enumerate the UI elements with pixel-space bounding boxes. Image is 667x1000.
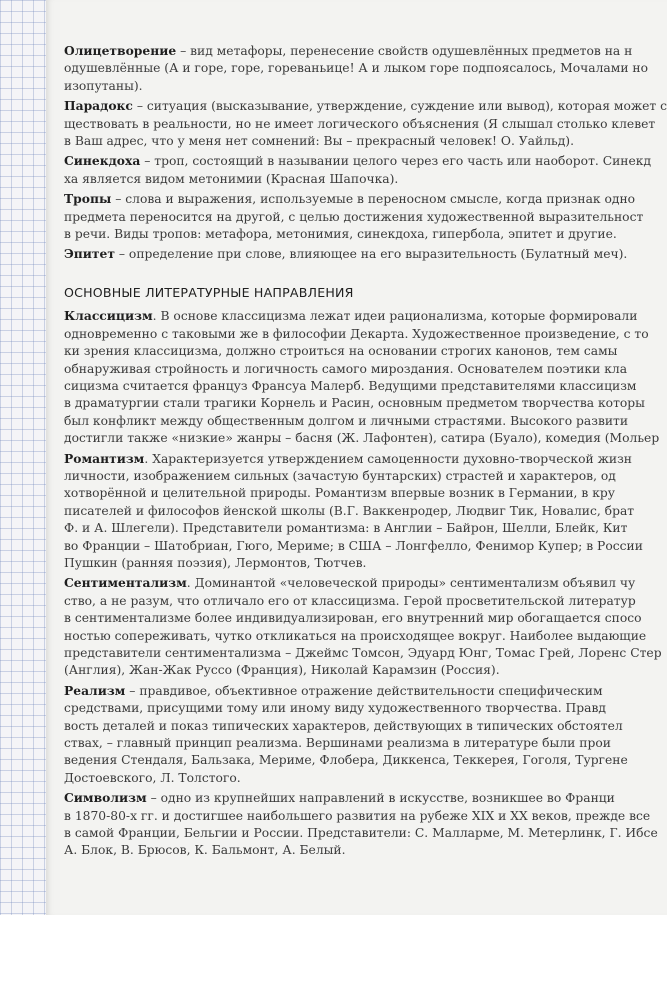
text-line <box>64 555 667 572</box>
direction-term: Романтизм <box>64 450 145 466</box>
text-line <box>64 245 667 263</box>
text-line <box>64 190 667 208</box>
text-line <box>64 628 667 645</box>
line-text: предмета переносится на другой, с целью достижения художественной выразительност <box>64 209 644 224</box>
text-line <box>64 538 667 555</box>
direction-entry <box>64 450 667 573</box>
line-text: сицизма считается француз Франсуа Малерб. Ведущими представителями классицизм <box>64 378 637 393</box>
text-line <box>64 770 667 787</box>
text-line <box>64 97 667 115</box>
text-line <box>64 133 667 150</box>
line-text: – определение при слове, влияющее на его выразительность (Булатный меч). <box>114 247 628 262</box>
text-line <box>64 700 667 717</box>
line-text: – одно из крупнейших направлений в искусстве, возникшее во Франци <box>146 791 615 806</box>
definition-term: Тропы <box>64 191 112 207</box>
text-line <box>64 307 667 325</box>
text-line <box>64 450 667 468</box>
line-text: – троп, состоящий в назывании целого через его часть или наоборот. Синекд <box>140 154 652 169</box>
line-text: Ф. и А. Шлегели). Представители романтизма: в Англии – Байрон, Шелли, Блейк, Кит <box>64 521 628 536</box>
directions-list <box>64 307 667 860</box>
line-text: писателей и философов йенской школы (В.Г. Ваккенродер, Людвиг Тик, Новалис, брат <box>64 503 635 518</box>
definitions-list <box>64 42 667 264</box>
line-text: ведения Стендаля, Бальзака, Мериме, Флобера, Диккенса, Теккерея, Гоголя, Тургене <box>64 753 628 768</box>
line-text: обнаруживая стройность и логичность самого мироздания. Основателем поэтики кла <box>64 361 628 376</box>
line-text: ха является видом метонимии (Красная Шапочка). <box>64 171 399 186</box>
definition-term: Парадокс <box>64 98 133 114</box>
line-text: достигли также «низкие» жанры – басня (Ж. Лафонтен), сатира (Буало), комедия (Мольер <box>64 431 660 446</box>
text-line <box>64 593 667 610</box>
line-text: в самой Франции, Бельгии и России. Представители: С. Малларме, М. Метерлинк, Г. Ибсе <box>64 826 658 841</box>
direction-term: Сентиментализм <box>64 575 187 591</box>
line-text: вость деталей и показ типических характеров, действующих в типических обстоятел <box>64 718 623 733</box>
text-line <box>64 662 667 679</box>
line-text: одновременно с таковыми же в философии Декарта. Художественное произведение, с то <box>64 326 649 341</box>
text-line <box>64 645 667 662</box>
line-text: в Ваш адрес, что у меня нет сомнений: Вы – прекрасный человек! О. Уайльд). <box>64 134 574 149</box>
text-line <box>64 42 667 60</box>
text-line <box>64 718 667 735</box>
text-line <box>64 610 667 627</box>
line-text: одушевлённые (А и горе, горе, гореваньице! А и лыком горе подпоясалось, Мочалами но <box>64 61 649 76</box>
text-line <box>64 430 667 447</box>
line-text: средствами, присущими тому или иному виду художественного творчества. Правд <box>64 701 606 716</box>
line-text: . Доминантой «человеческой природы» сентиментализм объявил чу <box>186 576 636 591</box>
line-text: (Англия), Жан-Жак Руссо (Франция), Николай Карамзин (Россия). <box>64 663 500 678</box>
definition-entry <box>64 97 667 150</box>
line-text: хотворённой и целительной природы. Романтизм впервые возник в Германии, в кру <box>64 486 616 501</box>
text-line <box>64 413 667 430</box>
line-text: – правдивое, объективное отражение действительности специфическим <box>125 683 603 698</box>
text-line <box>64 326 667 343</box>
direction-entry <box>64 682 667 787</box>
text-line <box>64 485 667 502</box>
direction-entry <box>64 789 667 860</box>
text-line <box>64 395 667 412</box>
line-text: во Франции – Шатобриан, Гюго, Мериме; в США – Лонгфелло, Фенимор Купер; в России <box>64 538 643 553</box>
direction-term: Символизм <box>64 790 147 806</box>
text-line <box>64 378 667 395</box>
line-text: Достоевского, Л. Толстого. <box>64 770 241 785</box>
line-text: в сентиментализме более индивидуализирован, его внутренний мир обогащается спосо <box>64 611 642 626</box>
line-text: ки зрения классицизма, должно строиться на основании строгих канонов, тем самы <box>64 344 618 359</box>
definition-entry <box>64 42 667 95</box>
text-line <box>64 682 667 700</box>
direction-term: Реализм <box>64 682 126 698</box>
direction-entry <box>64 574 667 679</box>
line-text: ство, а не разум, что отличало его от классицизма. Герой просветительской литератур <box>64 593 636 608</box>
text-line <box>64 574 667 592</box>
line-text: представители сентиментализма – Джеймс Томсон, Эдуард Юнг, Томас Грей, Лоренс Стер <box>64 646 662 660</box>
definition-term: Олицетворение <box>64 43 177 58</box>
text-line <box>64 825 667 842</box>
line-text: в драматургии стали трагики Корнель и Расин, основным предметом творчества которы <box>64 396 645 411</box>
line-text: – ситуация (высказывание, утверждение, суждение или вывод), которая может с <box>132 99 667 114</box>
text-line <box>64 842 667 859</box>
text-line <box>64 808 667 825</box>
text-line <box>64 343 667 360</box>
line-text: в речи. Виды тропов: метафора, метонимия, синекдоха, гипербола, эпитет и другие. <box>64 227 617 242</box>
text-line <box>64 789 667 807</box>
line-text: Пушкин (ранняя поэзия), Лермонтов, Тютчев. <box>64 555 367 570</box>
line-text: ностью сопереживать, чутко откликаться на происходящее вокруг. Наиболее выдающие <box>64 628 647 643</box>
line-text: изопутаны). <box>64 78 143 93</box>
definition-term: Эпитет <box>64 246 115 262</box>
text-line <box>64 116 667 133</box>
direction-term: Классицизм <box>64 308 153 324</box>
graph-paper-strip <box>0 0 47 915</box>
line-text: А. Блок, В. Брюсов, К. Бальмонт, А. Белый. <box>64 843 346 858</box>
definition-term: Синекдоха <box>64 153 141 169</box>
line-text: личности, изображением сильных (зачастую бунтарских) страстей и характеров, од <box>64 468 616 483</box>
definition-entry <box>64 152 667 188</box>
text-line <box>64 78 667 95</box>
line-text: ществовать в реальности, но не имеет логического объяснения (Я слышал столько клевет <box>64 116 656 131</box>
text-line <box>64 520 667 537</box>
line-text: в 1870-80-х гг. и достигшее наибольшего развития на рубеже XIX и XX веков, прежде все <box>64 808 651 823</box>
definition-entry <box>64 190 667 243</box>
line-text: ствах, – главный принцип реализма. Вершинами реализма в литературе были прои <box>64 736 611 751</box>
line-text: был конфликт между общественным долгом и личными страстями. Высокого развити <box>64 413 629 428</box>
line-text: . В основе классицизма лежат идеи рационализма, которые формировали <box>152 309 638 324</box>
line-text: . Характеризуется утверждением самоценности духовно-творческой жизн <box>144 451 632 466</box>
text-line <box>64 752 667 769</box>
text-line <box>64 468 667 485</box>
text-line <box>64 226 667 243</box>
section-heading: ОСНОВНЫЕ ЛИТЕРАТУРНЫЕ НАПРАВЛЕНИЯ <box>64 284 354 300</box>
text-line <box>64 361 667 378</box>
text-line <box>64 503 667 520</box>
text-line <box>64 209 667 226</box>
text-line <box>64 60 667 77</box>
line-text: – слова и выражения, используемые в переносном смысле, когда признак одно <box>111 192 636 207</box>
direction-entry <box>64 307 667 447</box>
text-line <box>64 735 667 752</box>
line-text: – вид метафоры, перенесение свойств одушевлённых предметов на н <box>176 44 633 58</box>
text-line <box>64 152 667 170</box>
text-line <box>64 171 667 188</box>
page-content <box>64 42 667 862</box>
definition-entry <box>64 245 667 263</box>
